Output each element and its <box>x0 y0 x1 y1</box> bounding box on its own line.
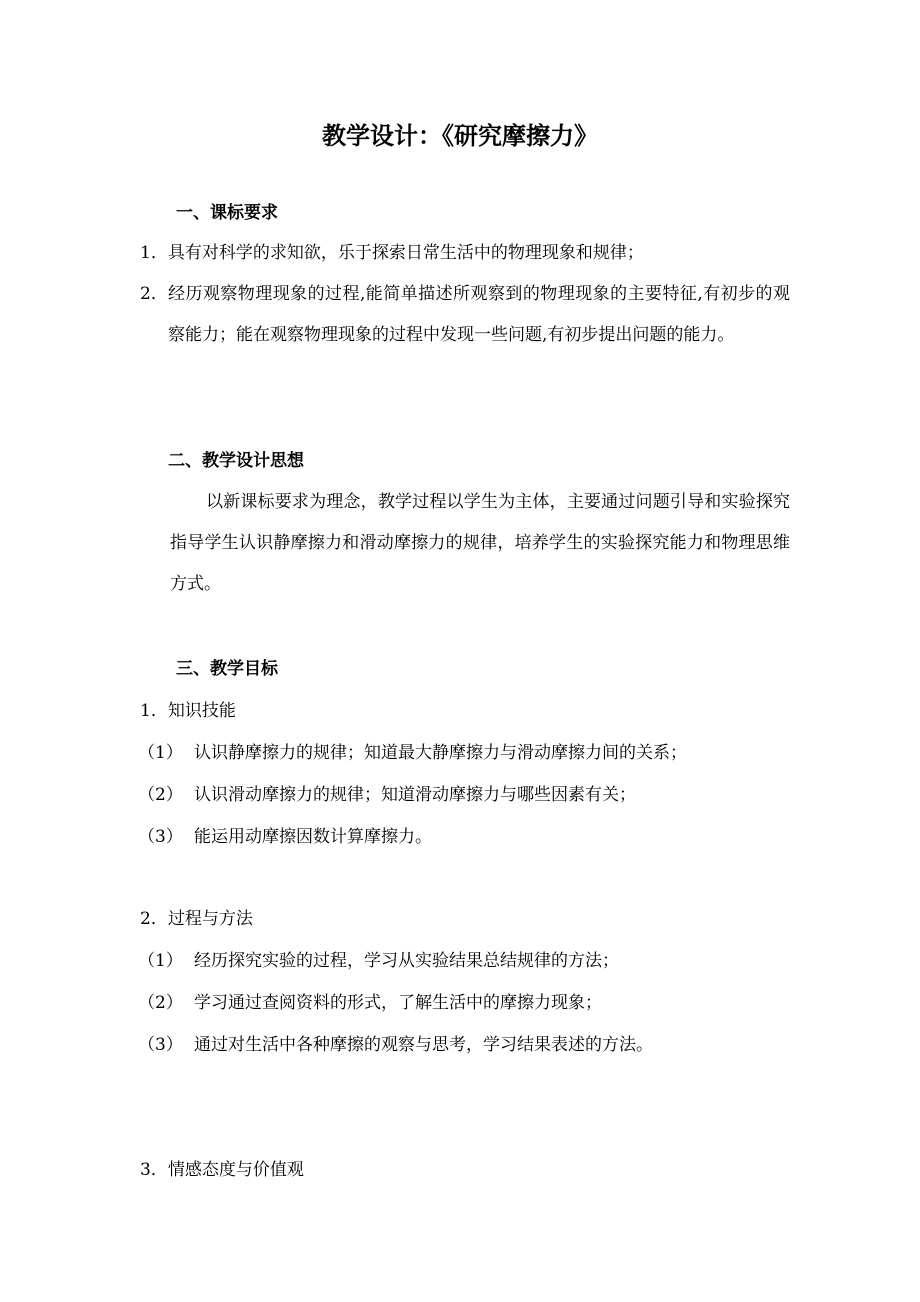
objective-item-text: 认识静摩擦力的规律；知道最大静摩擦力与滑动摩擦力间的关系； <box>194 743 687 763</box>
objective-group-number: 3． <box>140 1160 168 1180</box>
document-title: 教学设计：《研究摩擦力》 <box>322 121 598 150</box>
objective-group-label: 过程与方法 <box>167 909 253 929</box>
list-item-text: 经历观察物理现象的过程,能简单描述所观察到的物理现象的主要特征,有初步的观察能力；能在观察物理现象的过程中发现一些问题,有初步提出问题的能力。 <box>168 284 790 345</box>
objective-item <box>138 741 687 765</box>
objective-group-title <box>140 907 253 931</box>
section-heading-curriculum-requirements: 一、课标要求 <box>176 203 278 223</box>
list-item <box>140 241 644 265</box>
list-item-number: 2． <box>140 284 168 304</box>
objective-item <box>138 783 636 807</box>
objective-item-text: 通过对生活中各种摩擦的观察与思考，学习结果表述的方法。 <box>194 1035 653 1055</box>
objective-item-number: （3） <box>138 827 183 847</box>
objective-item-number: （1） <box>138 951 183 971</box>
objective-item <box>138 1033 653 1057</box>
objective-item-text: 经历探究实验的过程，学习从实验结果总结规律的方法； <box>194 951 619 971</box>
objective-item <box>138 825 432 849</box>
objective-item-number: （2） <box>138 785 183 805</box>
objective-item <box>138 991 602 1015</box>
section-heading-teaching-objectives: 三、教学目标 <box>176 659 278 679</box>
objective-item-number: （3） <box>138 1035 183 1055</box>
objective-item-text: 能运用动摩擦因数计算摩擦力。 <box>194 827 432 847</box>
section-heading-design-philosophy: 二、教学设计思想 <box>168 451 304 471</box>
objective-item-text: 学习通过查阅资料的形式，了解生活中的摩擦力现象； <box>194 993 602 1013</box>
objective-item-text: 认识滑动摩擦力的规律；知道滑动摩擦力与哪些因素有关； <box>194 785 636 805</box>
objective-group-number: 1． <box>140 701 168 721</box>
objective-item <box>138 949 619 973</box>
objective-group-label: 情感态度与价值观 <box>167 1160 304 1180</box>
objective-group-title <box>140 699 236 723</box>
objective-group-title <box>140 1158 304 1182</box>
list-item-number: 1． <box>140 243 168 263</box>
design-philosophy-paragraph: 以新课标要求为理念，教学过程以学生为主体，主要通过问题引导和实验探究指导学生认识静摩擦力和滑动摩擦力的规律，培养学生的实验探究能力和物理思维方式。 <box>170 492 790 594</box>
list-item <box>140 274 790 356</box>
objective-item-number: （2） <box>138 993 183 1013</box>
objective-group-number: 2． <box>140 909 168 929</box>
objective-group-label: 知识技能 <box>167 701 236 721</box>
objective-item-number: （1） <box>138 743 183 763</box>
list-item-text: 具有对科学的求知欲，乐于探索日常生活中的物理现象和规律； <box>167 243 644 263</box>
